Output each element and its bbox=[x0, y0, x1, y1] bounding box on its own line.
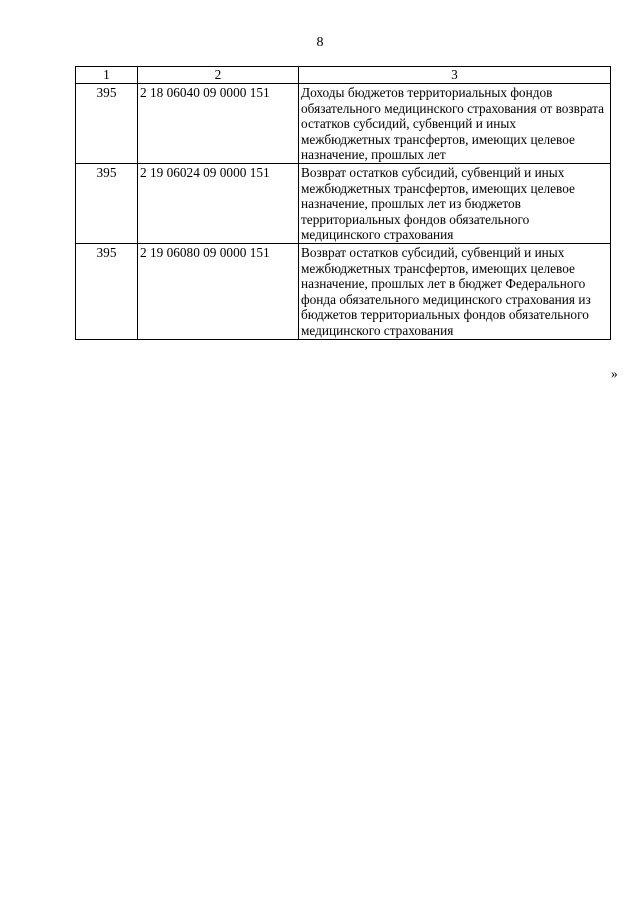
table-row bbox=[76, 84, 611, 164]
column-header-3: 3 bbox=[299, 67, 611, 84]
admin-code-cell: 395 bbox=[76, 163, 138, 243]
column-header-1: 1 bbox=[76, 67, 138, 84]
admin-code-cell: 395 bbox=[76, 84, 138, 164]
budget-code-cell: 2 19 06080 09 0000 151 bbox=[138, 243, 299, 339]
revenue-name-cell: Возврат остатков субсидий, субвенций и иных межбюджетных трансфертов, имеющих целевое назначение, прошлых лет из бюджетов территориальных фондов обязательного медицинского страхования bbox=[299, 163, 611, 243]
page-number: 8 bbox=[316, 35, 324, 50]
table-header-row bbox=[76, 67, 611, 84]
budget-code-cell: 2 19 06024 09 0000 151 bbox=[138, 163, 299, 243]
closing-quote-mark: » bbox=[611, 366, 618, 381]
revenue-name-cell: Доходы бюджетов территориальных фондов обязательного медицинского страхования от возврата остатков субсидий, субвенций и иных межбюджетных трансфертов, имеющих целевое назначение, прошлых лет bbox=[299, 84, 611, 164]
table-row bbox=[76, 243, 611, 339]
column-header-2: 2 bbox=[138, 67, 299, 84]
admin-code-cell: 395 bbox=[76, 243, 138, 339]
revenue-name-cell: Возврат остатков субсидий, субвенций и иных межбюджетных трансфертов, имеющих целевое назначение, прошлых лет в бюджет Федерального фонда обязательного медицинского страхования из бюджетов территориальных фондов обязательного медицинского страхования bbox=[299, 243, 611, 339]
budget-codes-table bbox=[75, 66, 611, 340]
budget-code-cell: 2 18 06040 09 0000 151 bbox=[138, 84, 299, 164]
table-row bbox=[76, 163, 611, 243]
